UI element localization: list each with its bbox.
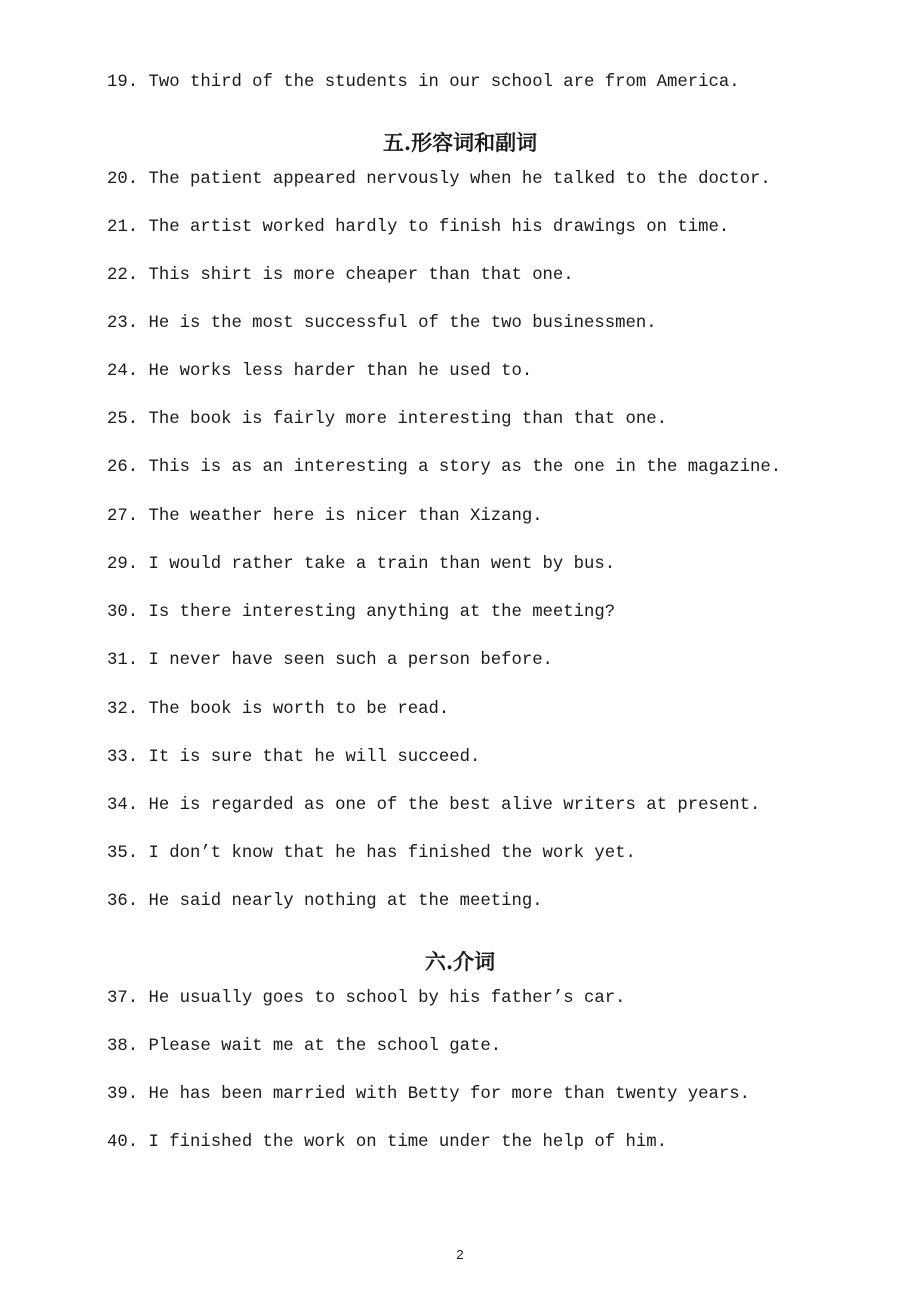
sentence-item: 22. This shirt is more cheaper than that one. <box>107 266 574 285</box>
sentence-item: 21. The artist worked hardly to finish his drawings on time. <box>107 218 730 237</box>
sentence-item: 40. I finished the work on time under the help of him. <box>107 1133 668 1152</box>
sentence-item: 38. Please wait me at the school gate. <box>107 1037 502 1056</box>
sentence-item: 23. He is the most successful of the two businessmen. <box>107 314 657 333</box>
sentence-item: 30. Is there interesting anything at the meeting? <box>107 603 616 622</box>
sentence-item: 32. The book is worth to be read. <box>107 700 450 719</box>
sentence-item: 36. He said nearly nothing at the meeting. <box>107 892 543 911</box>
sentence-item: 20. The patient appeared nervously when he talked to the doctor. <box>107 170 771 189</box>
sentence-item: 29. I would rather take a train than went by bus. <box>107 555 616 574</box>
sentence-item: 39. He has been married with Betty for more than twenty years. <box>107 1085 750 1104</box>
section-heading-prepositions: 六.介词 <box>424 949 496 974</box>
sentence-item: 25. The book is fairly more interesting than that one. <box>107 410 668 429</box>
page-number: 2 <box>456 1247 464 1262</box>
section-heading-adjectives-adverbs: 五.形容词和副词 <box>382 130 538 155</box>
sentence-item: 26. This is as an interesting a story as the one in the magazine. <box>107 458 782 477</box>
sentence-item: 27. The weather here is nicer than Xizang. <box>107 507 543 526</box>
sentence-item: 24. He works less harder than he used to. <box>107 362 533 381</box>
sentence-item: 34. He is regarded as one of the best alive writers at present. <box>107 796 761 815</box>
sentence-item: 35. I don’t know that he has finished the work yet. <box>107 844 636 863</box>
sentence-item: 37. He usually goes to school by his father’s car. <box>107 989 626 1008</box>
sentence-item: 31. I never have seen such a person before. <box>107 651 553 670</box>
sentence-item: 33. It is sure that he will succeed. <box>107 748 481 767</box>
sentence-item: 19. Two third of the students in our school are from America. <box>107 73 740 92</box>
